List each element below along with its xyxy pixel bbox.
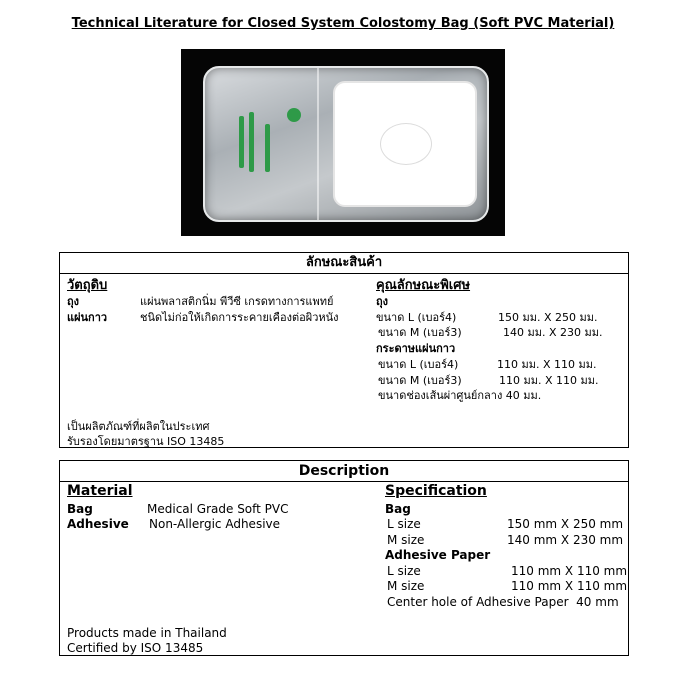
bag-seam	[317, 68, 319, 220]
bag-value: Medical Grade Soft PVC	[147, 502, 289, 516]
english-box-header: Description	[60, 461, 628, 482]
bag-print-mark	[239, 116, 244, 168]
thai-bag-label: ถุง	[67, 295, 80, 308]
thai-paper-size-l: ขนาด L (เบอร์4)	[378, 358, 459, 371]
thai-paper-size-m: ขนาด M (เบอร์3)	[378, 374, 462, 387]
thai-paper-label: กระดาษแผ่นกาว	[376, 342, 456, 355]
adhesive-label: Adhesive	[67, 517, 129, 531]
specification-heading: Specification	[385, 483, 487, 499]
bag-print-mark	[249, 112, 254, 172]
product-photo	[181, 49, 505, 236]
thai-bag-value-l: 150 มม. X 250 มม.	[498, 311, 598, 324]
thai-paper-value-m: 110 มม. X 110 มม.	[499, 374, 599, 387]
colostomy-bag-image	[203, 66, 489, 222]
paper-value-m: 110 mm X 110 mm	[511, 579, 628, 593]
thai-center-hole: ขนาดช่องเส้นผ่าศูนย์กลาง 40 มม.	[378, 389, 542, 402]
paper-size-l: L size	[387, 564, 421, 578]
bag-print-mark	[265, 124, 270, 172]
footer-made-in: Products made in Thailand	[67, 626, 227, 640]
bag-size-m: M size	[387, 533, 425, 547]
adhesive-paper-label: Adhesive Paper	[385, 548, 491, 562]
thai-bag-value: แผ่นพลาสติกนิ่ม พีวีซี เกรดทางการแพทย์	[140, 295, 334, 308]
bag-label: Bag	[67, 502, 93, 516]
bag-value-l: 150 mm X 250 mm	[507, 517, 624, 531]
bag-logo-icon	[287, 108, 301, 122]
thai-adhesive-label: แผ่นกาว	[67, 311, 108, 324]
thai-footer-certified: รับรองโดยมาตรฐาน ISO 13485	[67, 435, 225, 448]
thai-bag-value-m: 140 มม. X 230 มม.	[503, 326, 603, 339]
center-hole-spec: Center hole of Adhesive Paper 40 mm	[387, 595, 619, 609]
document-title: Technical Literature for Closed System Colostomy Bag (Soft PVC Material)	[71, 16, 615, 31]
thai-bag-size-l: ขนาด L (เบอร์4)	[376, 311, 457, 324]
thai-description-box	[59, 252, 629, 448]
thai-spec-heading: คุณลักษณะพิเศษ	[376, 278, 471, 293]
english-description-box	[59, 460, 629, 656]
footer-certified: Certified by ISO 13485	[67, 641, 204, 655]
paper-value-l: 110 mm X 110 mm	[511, 564, 628, 578]
thai-material-heading: วัตถุดิบ	[67, 278, 108, 293]
thai-box-header: ลักษณะสินค้า	[60, 253, 628, 274]
adhesive-value: Non-Allergic Adhesive	[149, 517, 281, 531]
spec-bag-label: Bag	[385, 502, 411, 516]
bag-size-l: L size	[387, 517, 421, 531]
adhesive-paper-window	[333, 81, 477, 207]
bag-value-m: 140 mm X 230 mm	[507, 533, 624, 547]
thai-adhesive-value: ชนิดไม่ก่อให้เกิดการระคายเคืองต่อผิวหนัง	[140, 311, 339, 324]
thai-bag-size-m: ขนาด M (เบอร์3)	[378, 326, 462, 339]
thai-spec-bag-label: ถุง	[376, 295, 389, 308]
thai-footer-made-in: เป็นผลิตภัณฑ์ที่ผลิตในประเทศ	[67, 420, 210, 433]
thai-paper-value-l: 110 มม. X 110 มม.	[497, 358, 597, 371]
material-heading: Material	[67, 483, 133, 499]
center-hole-outline	[380, 123, 432, 165]
paper-size-m: M size	[387, 579, 425, 593]
